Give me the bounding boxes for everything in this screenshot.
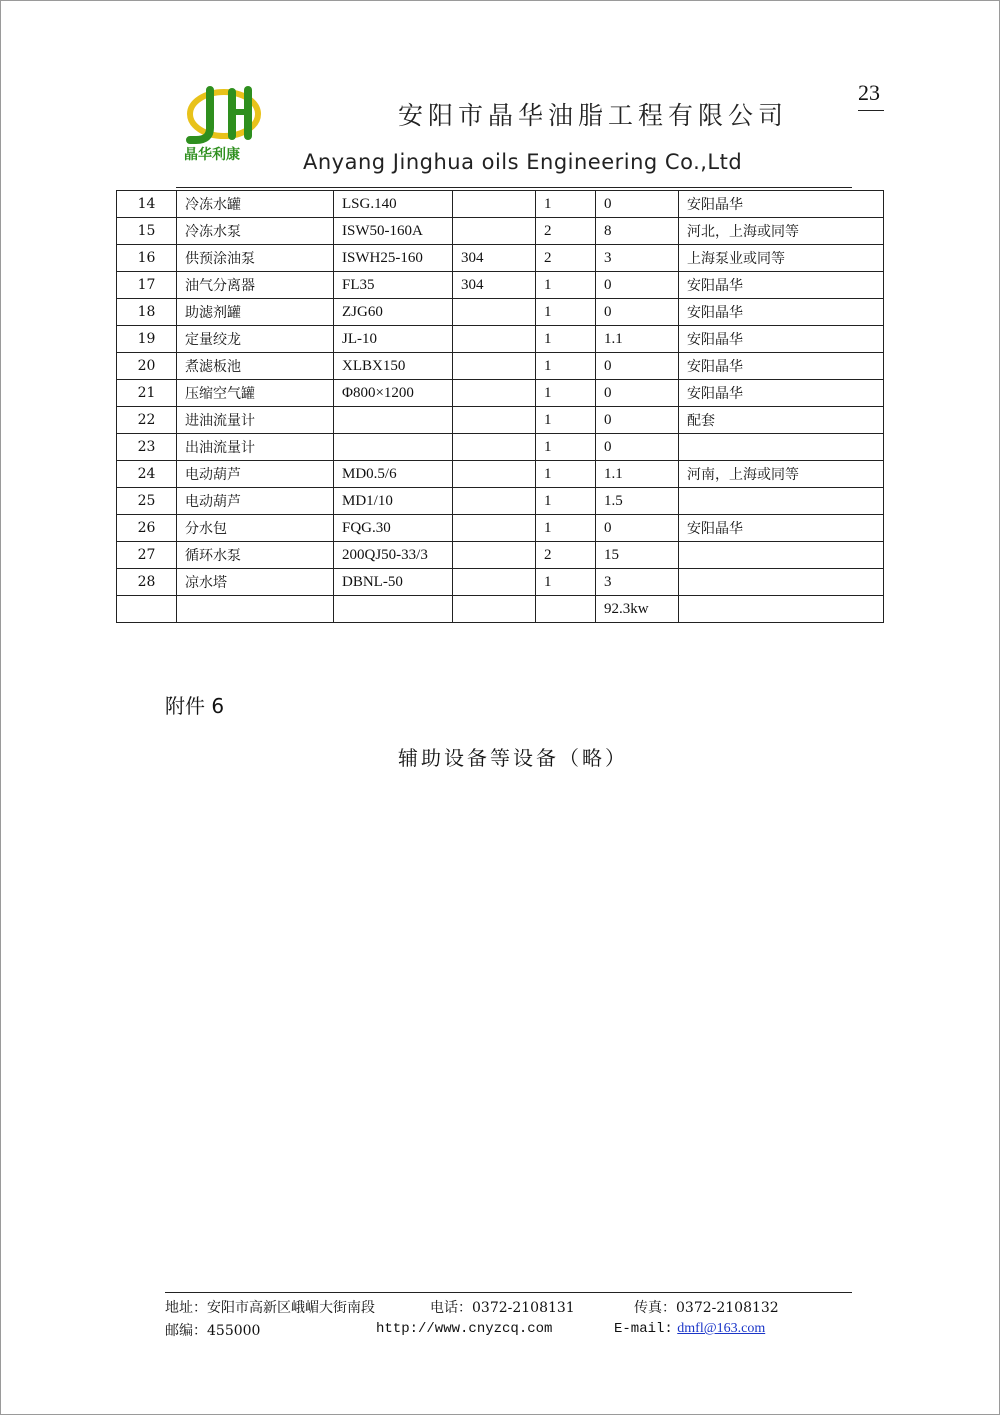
cell-equipment-name: 凉水塔 [177,569,334,596]
cell-supplier: 安阳晶华 [679,326,884,353]
footer-phone: 电话：0372-2108131 [430,1300,575,1316]
table-row [117,407,884,434]
cell-row-number: 26 [117,515,177,542]
cell-material [453,596,536,623]
company-name-chinese: 安阳市晶华油脂工程有限公司 [398,101,789,130]
table-row [117,488,884,515]
cell-supplier: 安阳晶华 [679,272,884,299]
cell-supplier: 河南，上海或同等 [679,461,884,488]
cell-power: 1.1 [596,326,679,353]
cell-row-number: 16 [117,245,177,272]
table-row [117,569,884,596]
cell-supplier: 安阳晶华 [679,380,884,407]
cell-model: FQG.30 [334,515,453,542]
cell-equipment-name: 循环水泵 [177,542,334,569]
footer-email-link[interactable]: dmfl@163.com [677,1321,766,1336]
cell-row-number: 14 [117,191,177,218]
cell-power: 8 [596,218,679,245]
cell-model: 200QJ50-33/3 [334,542,453,569]
cell-material [453,542,536,569]
cell-model [334,434,453,461]
cell-model: ISW50-160A [334,218,453,245]
cell-model: XLBX150 [334,353,453,380]
cell-quantity [536,596,596,623]
cell-material [453,353,536,380]
cell-model: MD0.5/6 [334,461,453,488]
cell-equipment-name: 煮滤板池 [177,353,334,380]
cell-supplier: 安阳晶华 [679,299,884,326]
cell-power: 15 [596,542,679,569]
cell-supplier: 安阳晶华 [679,515,884,542]
cell-equipment-name: 定量绞龙 [177,326,334,353]
cell-supplier: 安阳晶华 [679,353,884,380]
table-row [117,272,884,299]
cell-quantity: 1 [536,461,596,488]
table-row [117,542,884,569]
cell-row-number: 25 [117,488,177,515]
header-rule [176,187,852,188]
cell-row-number: 18 [117,299,177,326]
cell-power: 1.5 [596,488,679,515]
footer-email [614,1320,765,1337]
footer-rule [165,1292,852,1293]
cell-quantity: 1 [536,353,596,380]
cell-model: ZJG60 [334,299,453,326]
footer-email-label: E-mail: [614,1321,673,1337]
table-row [117,380,884,407]
attachment-title: 附件 6 [165,694,225,718]
cell-model [334,596,453,623]
footer-website-text: http://www.cnyzcq.com [376,1321,553,1337]
cell-power: 1.1 [596,461,679,488]
cell-model: FL35 [334,272,453,299]
cell-quantity: 1 [536,299,596,326]
table-row [117,434,884,461]
cell-row-number: 17 [117,272,177,299]
cell-quantity: 2 [536,245,596,272]
cell-equipment-name: 供预涂油泵 [177,245,334,272]
cell-material [453,380,536,407]
cell-power: 0 [596,434,679,461]
cell-power: 0 [596,191,679,218]
cell-model: Φ800×1200 [334,380,453,407]
cell-row-number: 21 [117,380,177,407]
footer-fax: 传真：0372-2108132 [634,1300,779,1316]
attachment-body: 辅助设备等设备（略） [398,746,628,770]
cell-material [453,299,536,326]
cell-power: 0 [596,515,679,542]
cell-quantity: 1 [536,407,596,434]
cell-equipment-name: 进油流量计 [177,407,334,434]
table-row [117,299,884,326]
cell-row-number: 23 [117,434,177,461]
cell-equipment-name: 出油流量计 [177,434,334,461]
table-row [117,191,884,218]
table-row [117,515,884,542]
cell-quantity: 1 [536,515,596,542]
footer-website[interactable] [376,1320,552,1337]
cell-power: 3 [596,245,679,272]
cell-row-number [117,596,177,623]
cell-supplier: 上海泵业或同等 [679,245,884,272]
table-row [117,596,884,623]
cell-power: 0 [596,353,679,380]
cell-model: ISWH25-160 [334,245,453,272]
logo-text: 晶华利康 [184,147,240,163]
footer-address: 地址：安阳市高新区峨嵋大街南段 [165,1300,375,1316]
cell-material [453,461,536,488]
cell-supplier: 配套 [679,407,884,434]
cell-material [453,218,536,245]
cell-material [453,488,536,515]
cell-supplier: 河北，上海或同等 [679,218,884,245]
table-row [117,245,884,272]
cell-quantity: 1 [536,380,596,407]
cell-model: JL-10 [334,326,453,353]
cell-material [453,326,536,353]
cell-equipment-name: 冷冻水泵 [177,218,334,245]
cell-model [334,407,453,434]
cell-model: LSG.140 [334,191,453,218]
cell-equipment-name: 电动葫芦 [177,488,334,515]
cell-equipment-name: 冷冻水罐 [177,191,334,218]
cell-quantity: 1 [536,191,596,218]
cell-material: 304 [453,245,536,272]
cell-quantity: 1 [536,569,596,596]
cell-equipment-name: 压缩空气罐 [177,380,334,407]
cell-row-number: 19 [117,326,177,353]
cell-row-number: 27 [117,542,177,569]
equipment-table [116,190,884,623]
cell-equipment-name: 电动葫芦 [177,461,334,488]
cell-equipment-name [177,596,334,623]
cell-equipment-name: 分水包 [177,515,334,542]
cell-equipment-name: 油气分离器 [177,272,334,299]
cell-quantity: 1 [536,488,596,515]
company-name-english: Anyang Jinghua oils Engineering Co.,Ltd [303,150,743,174]
cell-power: 0 [596,407,679,434]
page-number-rule [858,110,884,111]
cell-row-number: 28 [117,569,177,596]
page-number: 23 [858,80,880,105]
table-row [117,326,884,353]
cell-model: MD1/10 [334,488,453,515]
cell-supplier [679,596,884,623]
cell-equipment-name: 助滤剂罐 [177,299,334,326]
cell-quantity: 2 [536,542,596,569]
cell-supplier [679,488,884,515]
cell-material [453,434,536,461]
table-row [117,461,884,488]
cell-row-number: 20 [117,353,177,380]
cell-row-number: 22 [117,407,177,434]
cell-material [453,569,536,596]
cell-material [453,191,536,218]
cell-row-number: 15 [117,218,177,245]
cell-supplier: 安阳晶华 [679,191,884,218]
cell-row-number: 24 [117,461,177,488]
footer-postcode: 邮编：455000 [165,1323,261,1339]
cell-model: DBNL-50 [334,569,453,596]
cell-power: 0 [596,380,679,407]
cell-supplier [679,569,884,596]
cell-material: 304 [453,272,536,299]
cell-power: 0 [596,299,679,326]
cell-power: 92.3kw [596,596,679,623]
cell-material [453,515,536,542]
cell-quantity: 1 [536,434,596,461]
cell-supplier [679,434,884,461]
table-row [117,353,884,380]
cell-quantity: 1 [536,272,596,299]
cell-power: 0 [596,272,679,299]
table-row [117,218,884,245]
cell-power: 3 [596,569,679,596]
cell-quantity: 1 [536,326,596,353]
cell-material [453,407,536,434]
cell-supplier [679,542,884,569]
cell-quantity: 2 [536,218,596,245]
